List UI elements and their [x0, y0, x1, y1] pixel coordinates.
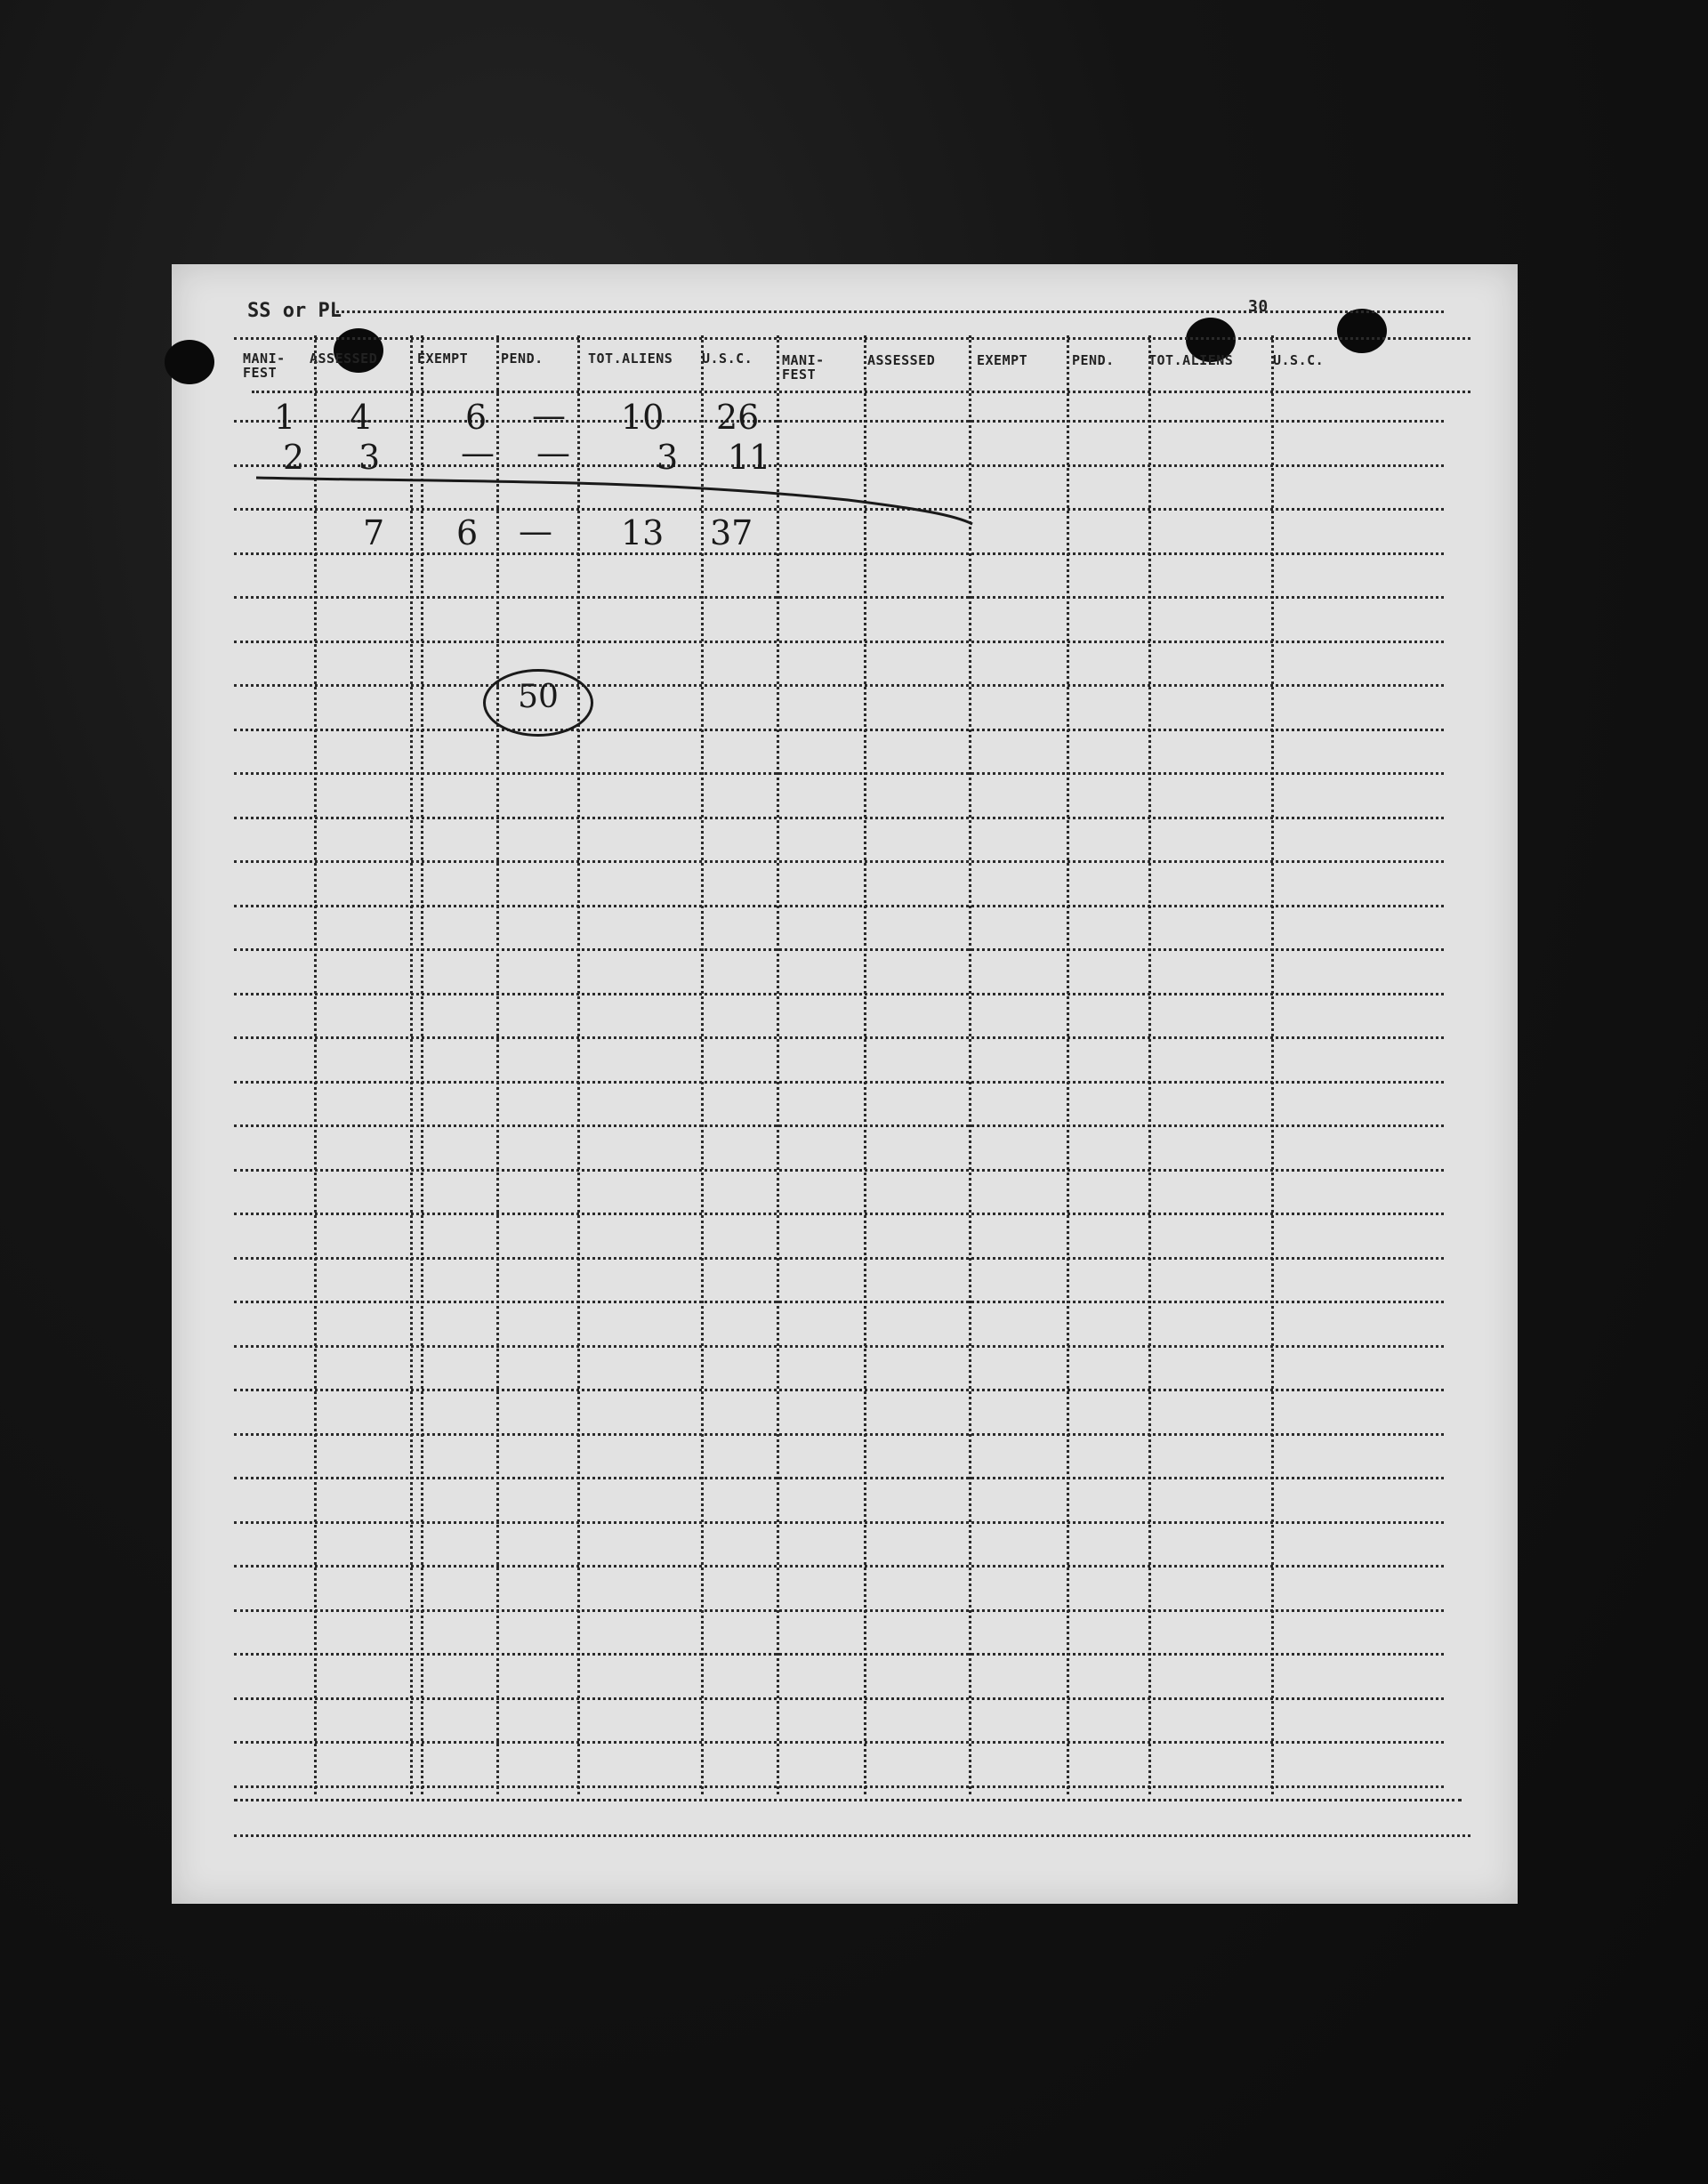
total-assessed: 7: [363, 513, 385, 552]
ship-label: SS or PL: [247, 300, 342, 322]
header-tot-aliens-1: TOT.ALIENS: [588, 351, 673, 367]
entry-1-assessed: 4: [350, 398, 372, 437]
total-exempt: 6: [456, 513, 479, 552]
entry-2-usc: 11: [728, 438, 771, 477]
entry-2-tot-aliens: 3: [657, 438, 679, 477]
entry-1-manifest: 1: [274, 398, 296, 437]
entry-1-pend: —: [532, 396, 566, 435]
header-manifest-2: MANI- FEST: [782, 352, 825, 383]
header-pend-1: PEND.: [501, 351, 544, 367]
total-usc: 37: [710, 513, 753, 552]
header-exempt-2: EXEMPT: [977, 352, 1028, 368]
total-pend: —: [519, 512, 552, 551]
entry-2-pend: —: [536, 433, 570, 472]
header-tot-aliens-2: TOT.ALIENS: [1148, 352, 1234, 368]
entry-1-exempt: 6: [465, 398, 487, 437]
ship-number: 30: [1248, 297, 1269, 316]
header-usc-2: U.S.C.: [1273, 352, 1325, 368]
header-exempt-1: EXEMPT: [417, 351, 469, 367]
header-manifest-1: MANI- FEST: [243, 351, 286, 381]
entry-1-usc: 26: [716, 398, 760, 437]
grand-total: 50: [518, 679, 559, 715]
header-usc-1: U.S.C.: [702, 351, 753, 367]
header-pend-2: PEND.: [1072, 352, 1115, 368]
total-tot-aliens: 13: [621, 513, 665, 552]
entry-2-assessed: 3: [359, 438, 381, 477]
entry-2-manifest: 2: [283, 438, 305, 477]
sum-underline-stroke: [256, 478, 972, 524]
sum-underline: [172, 264, 1518, 1904]
header-assessed-2: ASSESSED: [867, 352, 936, 368]
entry-1-tot-aliens: 10: [621, 398, 665, 437]
manifest-tally-sheet: [172, 264, 1518, 1904]
header-assessed-1: ASSESSED: [310, 351, 378, 367]
entry-2-exempt: —: [461, 433, 495, 472]
